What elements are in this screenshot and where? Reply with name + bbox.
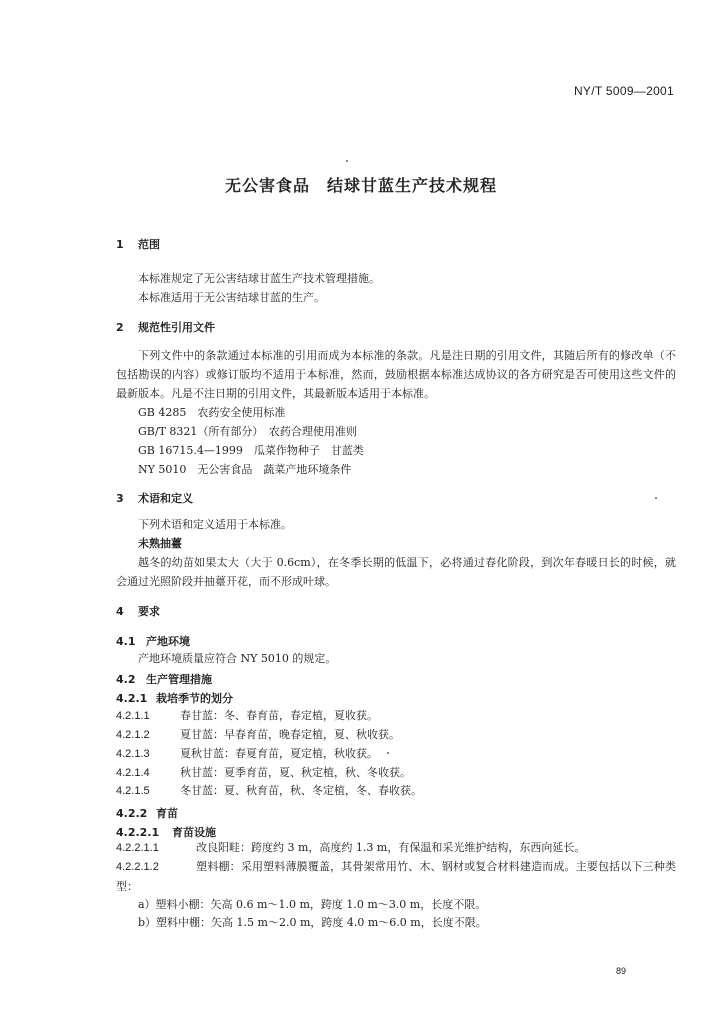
section-title: 要求 bbox=[138, 605, 160, 618]
section-title: 范围 bbox=[138, 238, 160, 251]
clause-4-2-2-1-2 bbox=[116, 857, 676, 896]
greenhouse-type-item: b）塑料中棚：矢高 1.5 m～2.0 m，跨度 4.0 m～6.0 m，长度不限。 bbox=[138, 916, 487, 929]
clause-text: 夏甘蓝：早春育苗，晚春定植，夏、秋收获。 bbox=[180, 728, 400, 741]
section-title: 栽培季节的划分 bbox=[156, 692, 233, 705]
section-1-heading bbox=[116, 236, 160, 252]
section-number: 4.2.2 bbox=[116, 807, 148, 820]
season-item bbox=[116, 763, 411, 783]
clause-number: 4.2.1.1 bbox=[116, 710, 150, 722]
section-4-heading bbox=[116, 603, 160, 619]
section-3-heading bbox=[116, 490, 193, 506]
section-1-para-2: 本标准适用于无公害结球甘蓝的生产。 bbox=[138, 291, 325, 304]
section-title: 育苗设施 bbox=[172, 826, 216, 839]
clause-number: 4.2.1.3 bbox=[116, 748, 150, 760]
subsection-4-1-text: 产地环境质量应符合 NY 5010 的规定。 bbox=[138, 652, 337, 665]
clause-number: 4.2.2.1.1 bbox=[116, 842, 159, 854]
scan-speck bbox=[346, 160, 348, 162]
clause-4-2-2-1-1 bbox=[116, 838, 585, 858]
season-item bbox=[116, 706, 378, 726]
reference-item: GB 16715.4—1999 瓜菜作物种子 甘蓝类 bbox=[138, 444, 364, 457]
scan-speck bbox=[387, 752, 389, 754]
reference-item: NY 5010 无公害食品 蔬菜产地环境条件 bbox=[138, 463, 352, 476]
section-title: 规范性引用文件 bbox=[138, 321, 215, 334]
clause-text: 春甘蓝：冬、春育苗，春定植，夏收获。 bbox=[180, 709, 378, 722]
section-title: 生产管理措施 bbox=[146, 673, 212, 686]
subsection-4-2-heading bbox=[116, 671, 212, 687]
section-title: 育苗 bbox=[156, 807, 178, 820]
section-number: 4 bbox=[116, 605, 124, 618]
term-definition: 越冬的幼苗如果太大（大于 0.6cm），在冬季长期的低温下，必将通过春化阶段，到次年春暖日长的时候，就会通过光照阶段并抽薹开花，而不形成叶球。 bbox=[116, 556, 676, 588]
clause-number: 4.2.1.2 bbox=[116, 729, 150, 741]
section-number: 2 bbox=[116, 321, 124, 334]
section-2-heading bbox=[116, 319, 215, 335]
section-3-intro: 下列术语和定义适用于本标准。 bbox=[138, 518, 292, 531]
season-item bbox=[116, 725, 400, 745]
clause-text: 塑料棚：采用塑料薄膜覆盖，其骨架常用竹、木、钢材或复合材料建造而成。主要包括以下三种类型： bbox=[116, 860, 676, 893]
section-1-para-1: 本标准规定了无公害结球甘蓝生产技术管理措施。 bbox=[138, 272, 380, 285]
greenhouse-type-item: a）塑料小棚：矢高 0.6 m～1.0 m，跨度 1.0 m～3.0 m，长度不限。 bbox=[138, 898, 487, 911]
section-title: 术语和定义 bbox=[138, 492, 193, 505]
section-number: 1 bbox=[116, 238, 124, 251]
clause-number: 4.2.1.5 bbox=[116, 785, 150, 797]
term-name: 未熟抽薹 bbox=[138, 537, 182, 550]
scan-speck bbox=[655, 497, 657, 499]
subsection-4-2-1-heading bbox=[116, 690, 233, 706]
section-number: 4.1 bbox=[116, 635, 136, 648]
section-number: 4.2.1 bbox=[116, 692, 148, 705]
clause-text: 冬甘蓝：夏、秋育苗，秋、冬定植，冬、春收获。 bbox=[180, 784, 422, 797]
clause-text: 秋甘蓝：夏季育苗，夏、秋定植，秋、冬收获。 bbox=[180, 766, 411, 779]
subsection-4-1-heading bbox=[116, 633, 190, 649]
season-item bbox=[116, 781, 422, 801]
section-title: 产地环境 bbox=[146, 635, 190, 648]
subsection-4-2-2-heading bbox=[116, 805, 178, 821]
reference-item: GB/T 8321（所有部分） 农药合理使用准则 bbox=[138, 425, 357, 438]
section-number: 3 bbox=[116, 492, 124, 505]
section-number: 4.2 bbox=[116, 673, 136, 686]
season-item bbox=[116, 744, 378, 764]
section-2-paragraph: 下列文件中的条款通过本标准的引用而成为本标准的条款。凡是注日期的引用文件，其随后所有的修改单（不包括勘误的内容）或修订版均不适用于本标准，然而，鼓励根据本标准达成协议的各方研究是否可使用这些文件的最新版本。凡是不注日期的引用文件，其最新版本适用于本标准。 bbox=[116, 349, 676, 400]
standard-code: NY/T 5009—2001 bbox=[573, 84, 674, 98]
page-number: 89 bbox=[615, 966, 626, 976]
document-title: 无公害食品 结球甘蓝生产技术规程 bbox=[224, 176, 497, 195]
clause-number: 4.2.1.4 bbox=[116, 767, 150, 779]
clause-number: 4.2.2.1.2 bbox=[116, 861, 159, 873]
section-number: 4.2.2.1 bbox=[116, 826, 160, 839]
reference-item: GB 4285 农药安全使用标准 bbox=[138, 406, 286, 419]
clause-text: 改良阳畦：跨度约 3 m，高度约 1.3 m，有保温和采光维护结构，东西向延长。 bbox=[196, 841, 586, 854]
clause-text: 夏秋甘蓝：春夏育苗，夏定植，秋收获。 bbox=[180, 747, 378, 760]
